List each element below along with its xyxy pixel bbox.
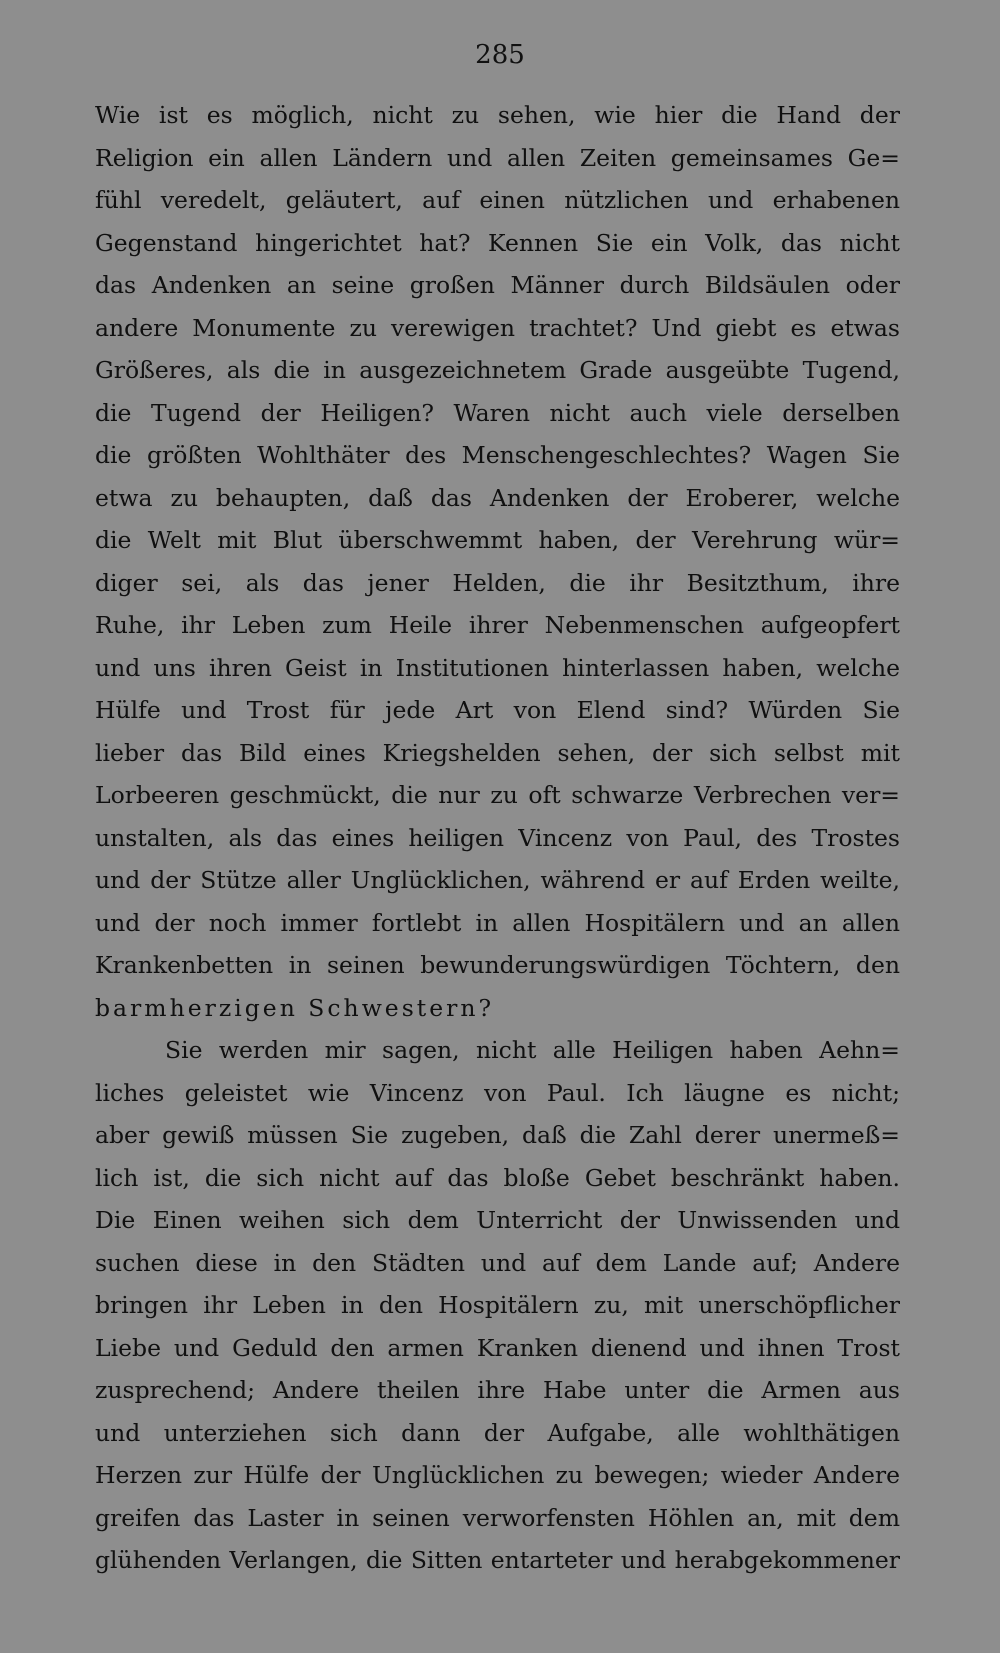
text-line: lieber das Bild eines Kriegshelden sehen, der sich selbst mit [95,738,900,767]
text-line: die Welt mit Blut überschwemmt haben, der Verehrung wür= [95,526,900,554]
text-line: und uns ihren Geist in Institutionen hinterlassen haben, welche [95,653,900,682]
text-line: andere Monumente zu verewigen trachtet? Und giebt es etwas [95,313,900,342]
text-line: Krankenbetten in seinen bewunderungswürdigen Töchtern, den [95,951,900,979]
text-line: diger sei, als das jener Helden, die ihr Besitzthum, ihre [95,568,900,597]
text-line: Ruhe, ihr Leben zum Heile ihrer Nebenmenschen aufgeopfert [95,611,900,639]
text-line: barmherzigen Schwestern? [95,993,495,1022]
text-line: und unterziehen sich dann der Aufgabe, alle wohlthätigen [95,1418,900,1447]
text-line: Liebe und Geduld den armen Kranken dienend und ihnen Trost [95,1333,900,1362]
text-line: Herzen zur Hülfe der Unglücklichen zu bewegen; wieder Andere [95,1461,900,1489]
text-line: liches geleistet wie Vincenz von Paul. Ich läugne es nicht; [95,1078,900,1107]
text-line: Die Einen weihen sich dem Unterricht der Unwissenden und [95,1206,900,1234]
text-line: die größten Wohlthäter des Menschengeschlechtes? Wagen Sie [95,441,900,469]
text-line: Sie werden mir sagen, nicht alle Heiligen haben Aehn= [165,1036,900,1064]
page-number: 285 [475,40,525,70]
text-line: und der noch immer fortlebt in allen Hospitälern und an allen [95,908,900,937]
text-line: zusprechend; Andere theilen ihre Habe unter die Armen aus [95,1376,900,1404]
body-text [95,94,900,1582]
text-line: fühl veredelt, geläutert, auf einen nützlichen und erhabenen [95,186,900,214]
text-line: Hülfe und Trost für jede Art von Elend sind? Würden Sie [95,696,900,724]
text-line: etwa zu behaupten, daß das Andenken der Eroberer, welche [95,483,900,512]
text-line: Gegenstand hingerichtet hat? Kennen Sie ein Volk, das nicht [95,228,900,257]
paragraph [95,94,900,1029]
text-line: unstalten, als das eines heiligen Vincenz von Paul, des Trostes [95,823,900,852]
text-line: und der Stütze aller Unglücklichen, während er auf Erden weilte, [95,866,900,894]
text-line: Lorbeeren geschmückt, die nur zu oft schwarze Verbrechen ver= [95,781,900,809]
text-line: lich ist, die sich nicht auf das bloße Gebet beschränkt haben. [95,1163,900,1192]
text-line: das Andenken an seine großen Männer durch Bildsäulen oder [95,271,900,299]
paragraph [95,1029,900,1582]
text-line: greifen das Laster in seinen verworfensten Höhlen an, mit dem [95,1503,900,1532]
text-line: Religion ein allen Ländern und allen Zeiten gemeinsames Ge= [95,143,900,172]
text-line: die Tugend der Heiligen? Waren nicht auch viele derselben [95,398,900,427]
text-line: aber gewiß müssen Sie zugeben, daß die Zahl derer unermeß= [95,1121,900,1149]
text-line: bringen ihr Leben in den Hospitälern zu, mit unerschöpflicher [95,1291,900,1319]
text-line: glühenden Verlangen, die Sitten entarteter und herabgekommener [95,1546,900,1574]
text-line: Wie ist es möglich, nicht zu sehen, wie hier die Hand der [95,101,900,129]
text-line: suchen diese in den Städten und auf dem Lande auf; Andere [95,1248,900,1277]
text-line: Größeres, als die in ausgezeichnetem Grade ausgeübte Tugend, [95,356,900,384]
